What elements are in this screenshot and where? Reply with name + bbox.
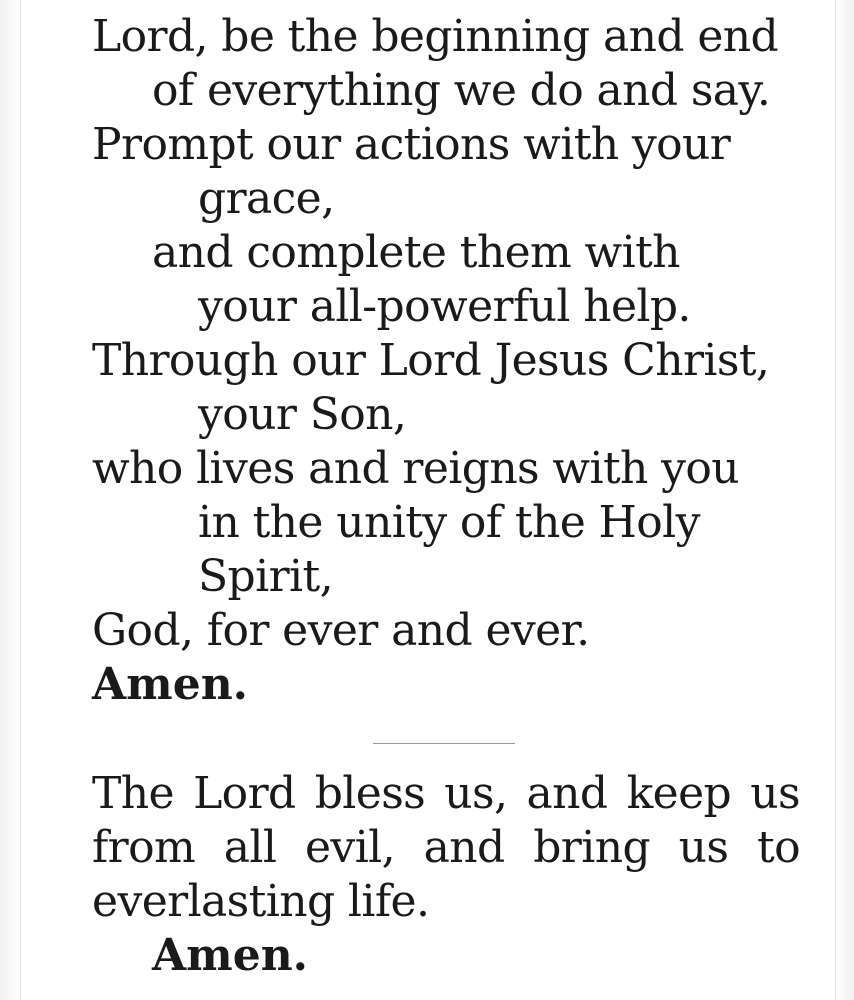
prayer-line: who lives and reigns with you [92,443,740,494]
prayer-line: Prompt our actions with your [92,119,731,170]
document-page [92,0,800,1000]
prayer-line: grace, [198,173,335,224]
blessing-response: Amen. [152,930,308,981]
prayer-response: Amen. [92,659,248,710]
blessing-line: everlasting life. [92,876,430,927]
page-left-edge [0,0,21,1000]
section-divider [373,743,515,744]
blessing-line: from all evil, and bring us to [92,822,800,873]
prayer-line: in the unity of the Holy [198,497,700,548]
prayer-line: Spirit, [198,551,333,602]
prayer-line: Lord, be the beginning and end [92,11,779,62]
prayer-line: your all-powerful help. [198,281,691,332]
prayer-line: Through our Lord Jesus Christ, [92,335,770,386]
blessing-line: The Lord bless us, and keep us [92,768,800,819]
prayer-line: your Son, [198,389,407,440]
prayer-line: and complete them with [152,227,680,278]
prayer-line: God, for ever and ever. [92,605,590,656]
prayer-line: of everything we do and say. [152,65,771,116]
page-right-edge [835,0,854,1000]
